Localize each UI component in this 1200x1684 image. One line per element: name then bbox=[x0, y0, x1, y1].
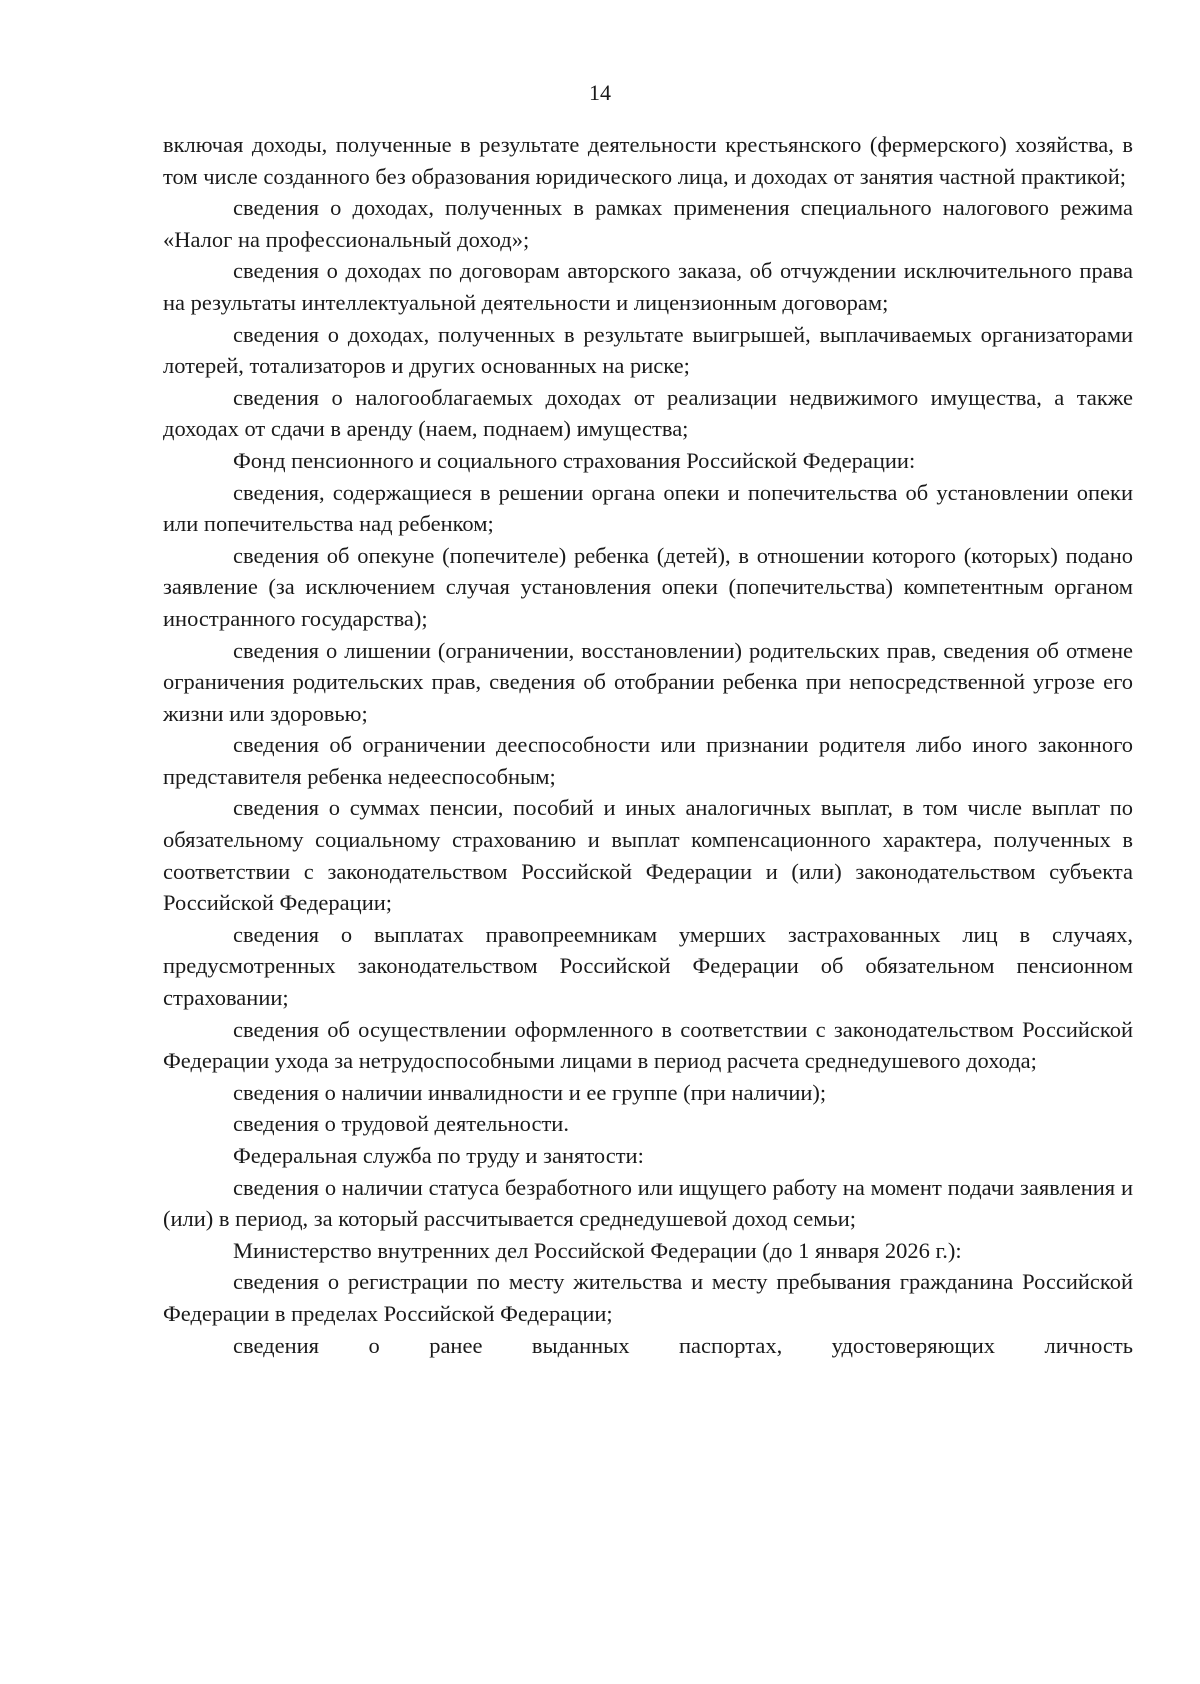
paragraph: сведения о налогооблагаемых доходах от реализации недвижимого имущества, а также доходах от сдачи в аренду (наем, поднаем) имущества; bbox=[163, 384, 1133, 442]
section-heading: Фонд пенсионного и социального страхования Российской Федерации: bbox=[233, 447, 916, 473]
paragraph: сведения о наличии статуса безработного или ищущего работу на момент подачи заявления и (или) в период, за который рассчитывается среднедушевой доход семьи; bbox=[163, 1174, 1133, 1232]
section-heading: Федеральная служба по труду и занятости: bbox=[233, 1143, 644, 1168]
paragraph: сведения о выплатах правопреемникам умерших застрахованных лиц в случаях, предусмотренных законодательством Российской Федерации об обязательном пенсионном страховании; bbox=[163, 921, 1133, 1011]
paragraph: сведения о лишении (ограничении, восстановлении) родительских прав, сведения об отмене ограничения родительских прав, сведения об отобрании ребенка при непосредственной угрозе его жизни или здоровью; bbox=[163, 637, 1133, 726]
paragraph: сведения о регистрации по месту жительства и месту пребывания гражданина Российской Федерации в пределах Российской Федерации; bbox=[163, 1269, 1133, 1326]
paragraph: включая доходы, полученные в результате деятельности крестьянского (фермерского) хозяйства, в том числе созданного без образования юридического лица, и доходах от занятия частной практикой; bbox=[163, 132, 1133, 189]
paragraph: сведения о доходах по договорам авторского заказа, об отчуждении исключительного права на результаты интеллектуальной деятельности и лицензионным договорам; bbox=[163, 258, 1133, 315]
paragraph: сведения о трудовой деятельности. bbox=[233, 1111, 569, 1137]
paragraph: сведения о доходах, полученных в результате выигрышей, выплачиваемых организаторами лотерей, тотализаторов и других основанных на риске; bbox=[163, 321, 1133, 379]
paragraph: сведения о наличии инвалидности и ее группе (при наличии); bbox=[233, 1079, 827, 1105]
document-body bbox=[163, 129, 1133, 1361]
paragraph: сведения о суммах пенсии, пособий и иных аналогичных выплат, в том числе выплат по обязательному социальному страхованию и выплат компенсационного характера, полученных в соответствии с законодательством Российской Федерации и (или) законодательством субъекта Российской Федерации; bbox=[163, 795, 1133, 916]
paragraph: сведения о доходах, полученных в рамках применения специального налогового режима «Налог на профессиональный доход»; bbox=[163, 195, 1133, 252]
section-heading: Министерство внутренних дел Российской Федерации (до 1 января 2026 г.): bbox=[233, 1237, 962, 1263]
paragraph: сведения о ранее выданных паспортах, удостоверяющих личность bbox=[233, 1332, 1133, 1358]
paragraph: сведения, содержащиеся в решении органа опеки и попечительства об установлении опеки или попечительства над ребенком; bbox=[163, 479, 1133, 537]
paragraph: сведения об ограничении дееспособности или признании родителя либо иного законного представителя ребенка недееспособным; bbox=[163, 732, 1133, 789]
paragraph: сведения об опекуне (попечителе) ребенка (детей), в отношении которого (которых) подано заявление (за исключением случая установления опеки (попечительства) компетентным органом иностранного государства); bbox=[163, 542, 1133, 631]
page-number: 14 bbox=[589, 80, 611, 105]
paragraph: сведения об осуществлении оформленного в соответствии с законодательством Российской Федерации ухода за нетрудоспособными лицами в период расчета среднедушевого дохода; bbox=[163, 1016, 1133, 1074]
